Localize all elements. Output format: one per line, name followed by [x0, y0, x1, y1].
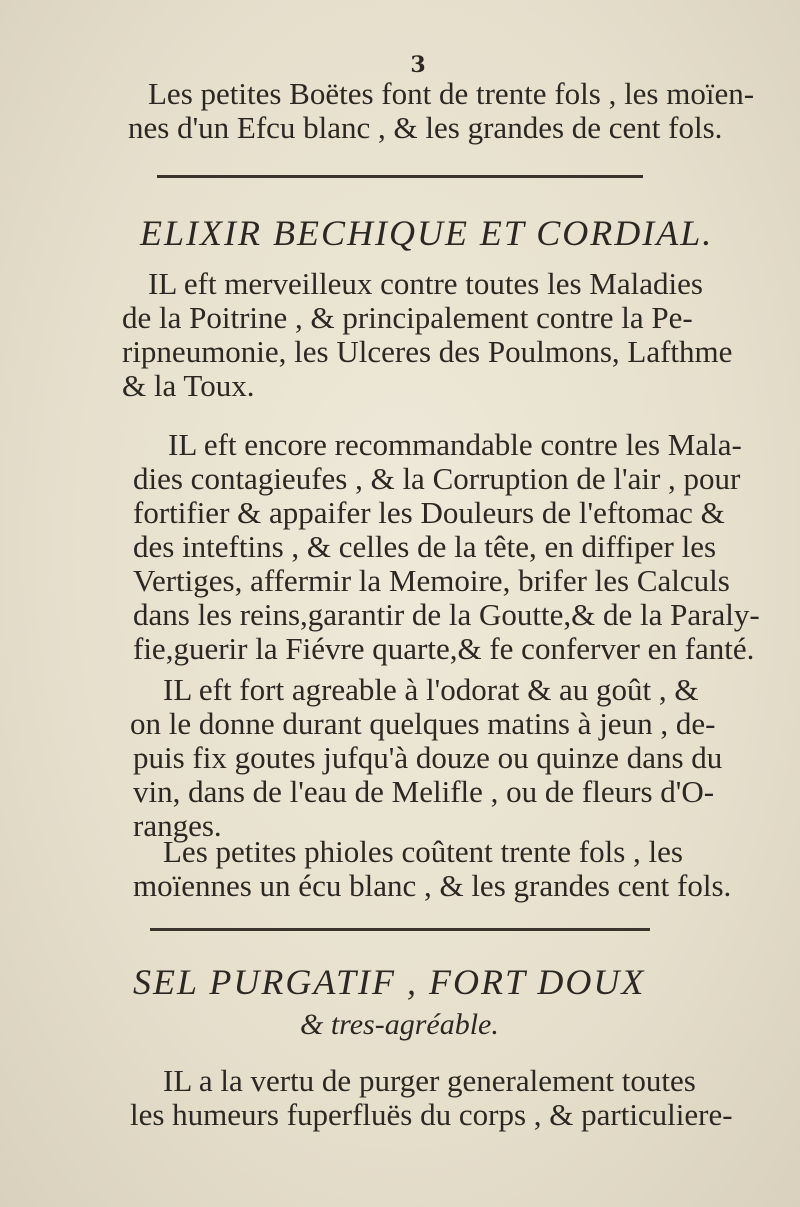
section-divider-1 — [157, 175, 643, 178]
paragraph-line: & la Toux. — [122, 368, 255, 403]
paragraph-line: Vertiges, affermir la Memoire, brifer les Calculs — [133, 563, 730, 598]
section-title-sel-purgatif: SEL PURGATIF , FORT DOUX — [133, 962, 646, 1002]
paragraph-line: les humeurs fuperfluës du corps , & particuliere- — [130, 1097, 733, 1132]
section-title-elixir: ELIXIR BECHIQUE ET CORDIAL. — [140, 213, 714, 253]
paragraph-line: des inteftins , & celles de la tête, en diffiper les — [133, 529, 717, 564]
section-divider-2 — [150, 928, 650, 931]
paragraph-line: fortifier & appaifer les Douleurs de l'eftomac & — [133, 495, 725, 530]
paragraph-line: dies contagieufes , & la Corruption de l'air , pour — [133, 461, 741, 496]
paragraph-line: Les petites phioles coûtent trente fols , les — [163, 834, 683, 869]
paragraph-line: on le donne durant quelques matins à jeun , de- — [130, 706, 716, 741]
page-number: 3 — [410, 52, 426, 78]
paragraph-line: de la Poitrine , & principalement contre la Pe- — [122, 300, 693, 335]
paragraph-line: dans les reins,garantir de la Goutte,& de la Paraly- — [133, 597, 760, 632]
paragraph-line: IL eft merveilleux contre toutes les Maladies — [148, 266, 703, 301]
paragraph-line: puis fix goutes jufqu'à douze ou quinze dans du — [133, 740, 723, 775]
paragraph-line: IL a la vertu de purger generalement toutes — [163, 1063, 696, 1098]
paragraph-line: fie,guerir la Fiévre quarte,& fe conferver en fanté. — [133, 631, 755, 666]
section-subtitle: & tres-agréable. — [300, 1008, 499, 1041]
intro-line-2: nes d'un Efcu blanc , & les grandes de cent fols. — [128, 110, 723, 145]
paragraph-line: IL eft fort agreable à l'odorat & au goût , & — [163, 672, 699, 707]
paragraph-line: vin, dans de l'eau de Melifle , ou de fleurs d'O- — [133, 774, 715, 809]
paragraph-line: moïennes un écu blanc , & les grandes cent fols. — [133, 868, 732, 903]
paragraph-line: ranges. — [133, 808, 222, 843]
paragraph-line: ripneumonie, les Ulceres des Poulmons, Lafthme — [122, 334, 733, 369]
intro-line-1: Les petites Boëtes font de trente fols , les moïen- — [148, 76, 755, 111]
paragraph-line: IL eft encore recommandable contre les Mala- — [168, 427, 742, 462]
